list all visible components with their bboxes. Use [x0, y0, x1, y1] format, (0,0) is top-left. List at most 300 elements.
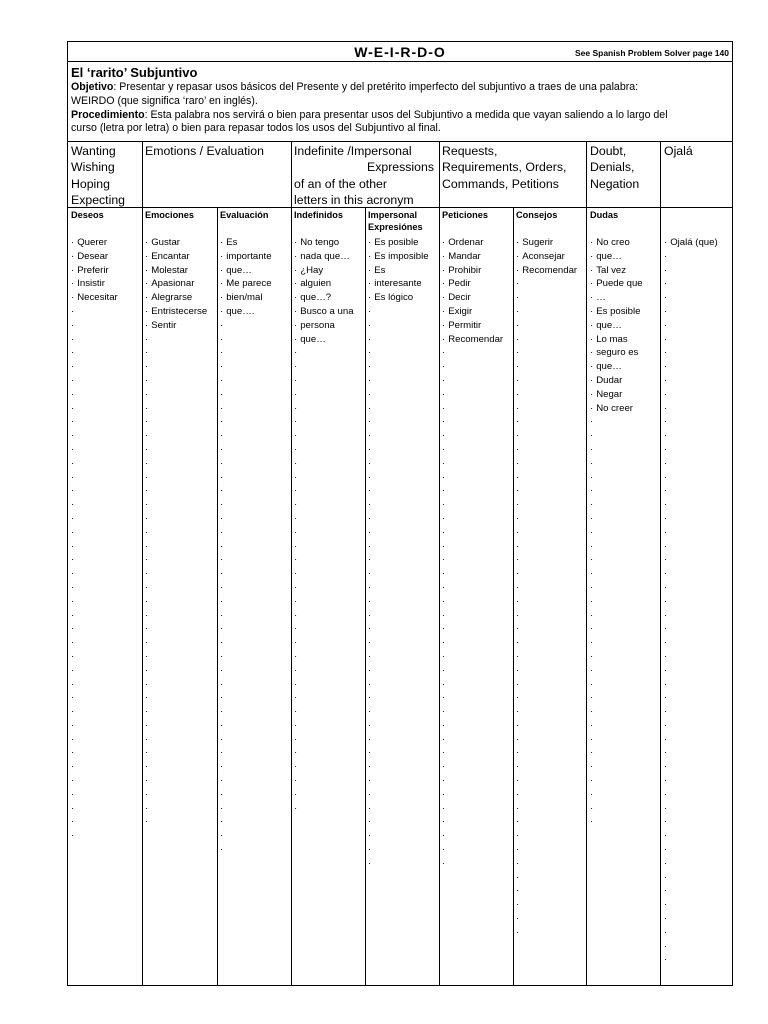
bullet: · — [442, 526, 446, 538]
bullet: · — [368, 637, 372, 649]
empty-bullet-line — [145, 609, 207, 623]
empty-bullet-line — [664, 581, 718, 595]
bullet: · — [220, 844, 224, 856]
bullet: · — [368, 664, 372, 676]
empty-bullet-line — [442, 374, 503, 388]
empty-bullet-line — [145, 733, 207, 747]
empty-bullet-line — [664, 691, 718, 705]
bullet: · — [145, 471, 149, 483]
empty-bullet-line — [516, 443, 577, 457]
bullet: · — [442, 623, 446, 635]
list-item — [590, 319, 643, 333]
bullet: · — [71, 802, 75, 814]
list-item-text: Es — [374, 264, 386, 276]
bullet: · — [516, 595, 520, 607]
bullet: · — [71, 512, 75, 524]
empty-bullet-line — [590, 802, 643, 816]
bullet: · — [516, 250, 520, 262]
list-item-text: nada que… — [300, 250, 350, 262]
bullet: · — [442, 499, 446, 511]
empty-bullet-line — [294, 595, 354, 609]
empty-bullet-line — [71, 540, 118, 554]
bullet: · — [590, 595, 594, 607]
bullet: · — [368, 305, 372, 317]
bullet: · — [145, 595, 149, 607]
bullet: · — [294, 443, 298, 455]
bullet: · — [294, 374, 298, 386]
empty-bullet-line — [294, 788, 354, 802]
empty-bullet-line — [71, 498, 118, 512]
empty-bullet-line — [294, 346, 354, 360]
bullet: · — [442, 333, 446, 345]
bullet: · — [71, 333, 75, 345]
list-item — [442, 333, 503, 347]
list-item — [368, 264, 429, 278]
empty-bullet-line — [516, 498, 577, 512]
empty-bullet-line — [442, 581, 503, 595]
bullet: · — [590, 802, 594, 814]
empty-bullet-line — [71, 691, 118, 705]
bullet: · — [368, 347, 372, 359]
bullet: · — [294, 719, 298, 731]
empty-bullet-line — [516, 774, 577, 788]
bullet: · — [664, 913, 668, 925]
bullet: · — [294, 292, 298, 304]
bullet: · — [590, 292, 594, 304]
bullet: · — [590, 816, 594, 828]
bullet: · — [442, 347, 446, 359]
bullet: · — [71, 637, 75, 649]
list-item — [145, 305, 207, 319]
empty-bullet-line — [294, 609, 354, 623]
bullet: · — [590, 471, 594, 483]
empty-bullet-line — [664, 871, 718, 885]
bullet: · — [145, 761, 149, 773]
bullet: · — [368, 512, 372, 524]
empty-bullet-line — [294, 678, 354, 692]
empty-bullet-line — [516, 429, 577, 443]
bullet: · — [71, 650, 75, 662]
list-item-text: Es — [226, 237, 238, 248]
bullet: · — [71, 278, 75, 290]
bullet: · — [664, 954, 668, 966]
bullet: · — [442, 609, 446, 621]
column-emociones — [145, 236, 207, 829]
bullet: · — [442, 637, 446, 649]
column-divider — [217, 207, 218, 985]
empty-bullet-line — [590, 746, 643, 760]
bullet: · — [442, 540, 446, 552]
bullet: · — [664, 457, 668, 469]
empty-bullet-line — [516, 650, 577, 664]
empty-bullet-line — [145, 788, 207, 802]
bullet: · — [442, 471, 446, 483]
empty-bullet-line — [590, 471, 643, 485]
empty-bullet-line — [516, 512, 577, 526]
bullet: · — [368, 706, 372, 718]
bullet: · — [664, 554, 668, 566]
empty-bullet-line — [220, 746, 272, 760]
bullet: · — [590, 319, 594, 331]
list-item — [220, 277, 272, 291]
empty-bullet-line — [368, 581, 429, 595]
empty-bullet-line — [294, 415, 354, 429]
empty-bullet-line — [368, 774, 429, 788]
subheader-deseos: Deseos — [71, 210, 104, 220]
list-item — [442, 277, 503, 291]
empty-bullet-line — [516, 926, 577, 940]
empty-bullet-line — [590, 622, 643, 636]
empty-bullet-line — [220, 526, 272, 540]
empty-bullet-line — [220, 540, 272, 554]
empty-bullet-line — [442, 512, 503, 526]
list-item — [442, 250, 503, 264]
category-line: Expressions — [367, 160, 434, 175]
empty-bullet-line — [442, 553, 503, 567]
subheader-emociones: Emociones — [145, 210, 195, 220]
empty-bullet-line — [145, 526, 207, 540]
bullet: · — [368, 374, 372, 386]
bullet: · — [145, 388, 149, 400]
empty-bullet-line — [664, 912, 718, 926]
bullet: · — [664, 816, 668, 828]
bullet: · — [145, 581, 149, 593]
bullet: · — [664, 402, 668, 414]
empty-bullet-line — [516, 457, 577, 471]
bullet: · — [368, 430, 372, 442]
empty-bullet-line — [368, 498, 429, 512]
bullet: · — [71, 788, 75, 800]
column-indefinidos — [294, 236, 354, 815]
empty-bullet-line — [368, 402, 429, 416]
bullet: · — [368, 788, 372, 800]
empty-bullet-line — [442, 705, 503, 719]
empty-bullet-line — [368, 429, 429, 443]
bullet: · — [145, 430, 149, 442]
bullet: · — [145, 416, 149, 428]
bullet: · — [145, 250, 149, 262]
empty-bullet-line — [590, 719, 643, 733]
bullet: · — [71, 719, 75, 731]
bullet: · — [442, 430, 446, 442]
bullet: · — [442, 664, 446, 676]
empty-bullet-line — [516, 581, 577, 595]
empty-bullet-line — [368, 457, 429, 471]
empty-bullet-line — [516, 484, 577, 498]
bullet: · — [516, 499, 520, 511]
empty-bullet-line — [516, 360, 577, 374]
empty-bullet-line — [220, 388, 272, 402]
empty-bullet-line — [294, 774, 354, 788]
worksheet — [67, 41, 733, 986]
bullet: · — [71, 761, 75, 773]
bullet: · — [516, 471, 520, 483]
empty-bullet-line — [368, 678, 429, 692]
empty-bullet-line — [368, 595, 429, 609]
list-item — [294, 250, 354, 264]
bullet: · — [442, 388, 446, 400]
bullet: · — [220, 650, 224, 662]
bullet: · — [71, 237, 75, 248]
empty-bullet-line — [664, 471, 718, 485]
empty-bullet-line — [145, 719, 207, 733]
bullet: · — [590, 719, 594, 731]
empty-bullet-line — [442, 829, 503, 843]
list-item-text: Sugerir — [522, 237, 554, 248]
empty-bullet-line — [516, 733, 577, 747]
bullet: · — [516, 830, 520, 842]
empty-bullet-line — [516, 788, 577, 802]
bullet: · — [220, 443, 224, 455]
bullet: · — [220, 526, 224, 538]
empty-bullet-line — [368, 636, 429, 650]
bullet: · — [71, 416, 75, 428]
bullet: · — [368, 747, 372, 759]
bullet: · — [368, 471, 372, 483]
bullet: · — [664, 430, 668, 442]
list-item-text: Preferir — [77, 264, 109, 276]
empty-bullet-line — [145, 622, 207, 636]
empty-bullet-line — [220, 319, 272, 333]
bullet: · — [294, 264, 298, 276]
bullet: · — [590, 237, 594, 248]
empty-bullet-line — [145, 636, 207, 650]
empty-bullet-line — [368, 802, 429, 816]
category-r — [442, 143, 586, 192]
bullet: · — [590, 775, 594, 787]
bullet: · — [442, 278, 446, 290]
bullet: · — [145, 747, 149, 759]
empty-bullet-line — [71, 595, 118, 609]
empty-bullet-line — [442, 857, 503, 871]
empty-bullet-line — [71, 705, 118, 719]
empty-bullet-line — [516, 471, 577, 485]
empty-bullet-line — [71, 774, 118, 788]
list-item — [71, 250, 118, 264]
bullet: · — [590, 761, 594, 773]
bullet: · — [516, 512, 520, 524]
bullet: · — [220, 761, 224, 773]
list-item-text: Permitir — [448, 319, 482, 331]
procedimiento-line-2: curso (letra por letra) o bien para repasar todos los usos del Subjuntivo al final. — [71, 122, 441, 135]
objetivo-text: : Presentar y repasar usos básicos del Presente y del pretérito imperfecto del subjuntivo a traes de una palabra: — [113, 81, 639, 93]
bullet: · — [368, 816, 372, 828]
empty-bullet-line — [71, 388, 118, 402]
empty-bullet-line — [442, 843, 503, 857]
bullet: · — [516, 374, 520, 386]
list-item-text: Entristecerse — [151, 305, 208, 317]
bullet: · — [294, 278, 298, 290]
empty-bullet-line — [368, 512, 429, 526]
subheader-line: Expresiónes — [368, 222, 423, 232]
list-item — [590, 402, 643, 416]
bullet: · — [220, 305, 224, 317]
empty-bullet-line — [220, 471, 272, 485]
divider — [68, 61, 732, 62]
bullet: · — [220, 678, 224, 690]
book-reference: See Spanish Problem Solver page 140 — [574, 48, 729, 58]
bullet: · — [590, 361, 594, 373]
empty-bullet-line — [294, 402, 354, 416]
bullet: · — [590, 747, 594, 759]
bullet: · — [145, 443, 149, 455]
empty-bullet-line — [664, 484, 718, 498]
empty-bullet-line — [294, 691, 354, 705]
empty-bullet-line — [442, 678, 503, 692]
empty-bullet-line — [664, 857, 718, 871]
empty-bullet-line — [664, 898, 718, 912]
list-item — [145, 250, 207, 264]
bullet: · — [71, 540, 75, 552]
empty-bullet-line — [145, 415, 207, 429]
bullet: · — [220, 609, 224, 621]
empty-bullet-line — [368, 374, 429, 388]
empty-bullet-line — [368, 540, 429, 554]
empty-bullet-line — [368, 443, 429, 457]
empty-bullet-line — [294, 733, 354, 747]
empty-bullet-line — [442, 733, 503, 747]
bullet: · — [294, 237, 298, 248]
empty-bullet-line — [590, 526, 643, 540]
bullet: · — [294, 664, 298, 676]
empty-bullet-line — [442, 402, 503, 416]
list-item — [590, 250, 643, 264]
bullet: · — [442, 402, 446, 414]
bullet: · — [220, 374, 224, 386]
empty-bullet-line — [664, 733, 718, 747]
empty-bullet-line — [442, 540, 503, 554]
subheader-peticiones: Peticiones — [442, 210, 488, 220]
empty-bullet-line — [516, 719, 577, 733]
bullet: · — [664, 788, 668, 800]
bullet: · — [294, 775, 298, 787]
bullet: · — [294, 388, 298, 400]
bullet: · — [71, 361, 75, 373]
column-deseos — [71, 236, 118, 843]
bullet: · — [516, 568, 520, 580]
empty-bullet-line — [368, 333, 429, 347]
bullet: · — [368, 554, 372, 566]
empty-bullet-line — [145, 429, 207, 443]
column-divider — [660, 141, 661, 985]
empty-bullet-line — [220, 691, 272, 705]
empty-bullet-line — [590, 512, 643, 526]
bullet: · — [145, 733, 149, 745]
empty-bullet-line — [71, 484, 118, 498]
bullet: · — [71, 250, 75, 262]
empty-bullet-line — [71, 512, 118, 526]
bullet: · — [516, 761, 520, 773]
bullet: · — [368, 333, 372, 345]
empty-bullet-line — [442, 760, 503, 774]
empty-bullet-line — [442, 457, 503, 471]
bullet: · — [664, 664, 668, 676]
empty-bullet-line — [71, 471, 118, 485]
list-item-text: Es lógico — [374, 292, 414, 304]
empty-bullet-line — [145, 443, 207, 457]
bullet: · — [368, 775, 372, 787]
bullet: · — [442, 485, 446, 497]
bullet: · — [294, 623, 298, 635]
empty-bullet-line — [368, 691, 429, 705]
empty-bullet-line — [664, 402, 718, 416]
list-item — [442, 305, 503, 319]
bullet: · — [145, 706, 149, 718]
category-line: Requirements, Orders, — [442, 160, 567, 175]
empty-bullet-line — [368, 719, 429, 733]
bullet: · — [590, 347, 594, 359]
list-item — [145, 277, 207, 291]
list-item — [590, 360, 643, 374]
bullet: · — [145, 802, 149, 814]
empty-bullet-line — [590, 705, 643, 719]
empty-bullet-line — [664, 346, 718, 360]
bullet: · — [664, 568, 668, 580]
list-item-text: alguien — [300, 278, 332, 290]
category-e — [145, 143, 289, 159]
empty-bullet-line — [145, 595, 207, 609]
empty-bullet-line — [368, 415, 429, 429]
bullet: · — [590, 623, 594, 635]
bullet: · — [442, 457, 446, 469]
bullet: · — [294, 802, 298, 814]
empty-bullet-line — [220, 360, 272, 374]
bullet: · — [145, 650, 149, 662]
bullet: · — [145, 692, 149, 704]
subheader-impersonal — [368, 209, 423, 233]
bullet: · — [220, 788, 224, 800]
empty-bullet-line — [294, 636, 354, 650]
empty-bullet-line — [71, 346, 118, 360]
bullet: · — [71, 816, 75, 828]
subheader-line: Impersonal — [368, 210, 418, 220]
list-item — [590, 305, 643, 319]
empty-bullet-line — [145, 388, 207, 402]
bullet: · — [590, 305, 594, 317]
list-item — [590, 333, 643, 347]
list-item-text: interesante — [374, 278, 422, 290]
list-item — [590, 291, 643, 305]
bullet: · — [294, 333, 298, 345]
list-item-text: ¿Hay — [300, 264, 324, 276]
empty-bullet-line — [71, 802, 118, 816]
empty-bullet-line — [516, 374, 577, 388]
empty-bullet-line — [71, 553, 118, 567]
bullet: · — [516, 416, 520, 428]
empty-bullet-line — [294, 581, 354, 595]
list-item — [220, 250, 272, 264]
empty-bullet-line — [368, 843, 429, 857]
bullet: · — [664, 706, 668, 718]
empty-bullet-line — [664, 567, 718, 581]
bullet: · — [368, 443, 372, 455]
bullet: · — [590, 678, 594, 690]
empty-bullet-line — [368, 622, 429, 636]
empty-bullet-line — [71, 581, 118, 595]
list-item-text: Negar — [596, 388, 623, 400]
list-item — [145, 264, 207, 278]
list-item — [145, 319, 207, 333]
bullet: · — [220, 499, 224, 511]
empty-bullet-line — [145, 691, 207, 705]
bullet: · — [220, 416, 224, 428]
empty-bullet-line — [442, 664, 503, 678]
bullet: · — [664, 899, 668, 911]
bullet: · — [664, 885, 668, 897]
bullet: · — [442, 581, 446, 593]
column-peticiones — [442, 236, 503, 871]
bullet: · — [516, 913, 520, 925]
